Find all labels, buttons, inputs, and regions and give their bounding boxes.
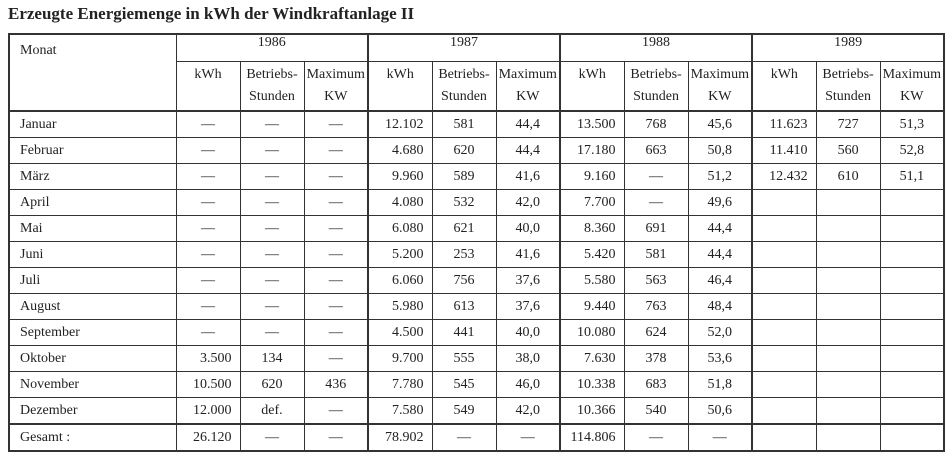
hours-cell: — [240, 424, 304, 451]
kwh-cell: — [176, 216, 240, 242]
hours-cell [816, 424, 880, 451]
table-row [9, 268, 944, 294]
kwh-cell [752, 294, 816, 320]
max-kw-cell: 44,4 [688, 242, 752, 268]
hours-cell: 621 [432, 216, 496, 242]
max-kw-cell [880, 242, 944, 268]
hours-cell [816, 268, 880, 294]
hours-cell [816, 190, 880, 216]
max-kw-cell: 50,8 [688, 138, 752, 164]
hours-cell: 532 [432, 190, 496, 216]
kwh-cell: — [176, 111, 240, 138]
hours-cell: 545 [432, 372, 496, 398]
kwh-cell: 10.338 [560, 372, 624, 398]
max-kw-header: Maximum KW [496, 62, 560, 112]
kwh-cell [752, 190, 816, 216]
hours-cell: 610 [816, 164, 880, 190]
hours-cell: 613 [432, 294, 496, 320]
kwh-cell: 5.580 [560, 268, 624, 294]
kwh-cell [752, 216, 816, 242]
table-row [9, 346, 944, 372]
hours-header: Betriebs- Stunden [816, 62, 880, 112]
hours-cell: — [240, 111, 304, 138]
max-kw-cell: 49,6 [688, 190, 752, 216]
max-kw-cell: — [304, 346, 368, 372]
kwh-cell: 5.980 [368, 294, 432, 320]
max-kw-cell: 51,3 [880, 111, 944, 138]
hours-cell [816, 242, 880, 268]
energy-table [8, 33, 945, 452]
max-kw-cell: 42,0 [496, 190, 560, 216]
month-cell: Gesamt : [9, 424, 176, 451]
max-kw-cell: 40,0 [496, 320, 560, 346]
max-kw-cell: 51,1 [880, 164, 944, 190]
hours-cell: — [240, 242, 304, 268]
hours-cell [816, 320, 880, 346]
hours-cell: 378 [624, 346, 688, 372]
kwh-cell [752, 268, 816, 294]
table-title: Erzeugte Energiemenge in kWh der Windkraftanlage II [8, 4, 415, 23]
kwh-cell: — [176, 320, 240, 346]
kwh-cell: 3.500 [176, 346, 240, 372]
max-kw-cell [880, 268, 944, 294]
hours-cell: — [624, 190, 688, 216]
hours-cell: — [240, 190, 304, 216]
kwh-cell: 78.902 [368, 424, 432, 451]
max-kw-cell: 45,6 [688, 111, 752, 138]
table-row [9, 372, 944, 398]
max-kw-cell: — [304, 138, 368, 164]
year-header: 1989 [752, 34, 944, 62]
kwh-cell: 7.630 [560, 346, 624, 372]
hours-cell: — [624, 164, 688, 190]
max-kw-cell [880, 424, 944, 451]
hours-cell: 727 [816, 111, 880, 138]
kwh-cell: 11.410 [752, 138, 816, 164]
kwh-cell: — [176, 138, 240, 164]
max-kw-cell: — [304, 398, 368, 425]
month-cell: November [9, 372, 176, 398]
max-kw-cell: — [304, 216, 368, 242]
table-row [9, 242, 944, 268]
hours-cell: — [240, 138, 304, 164]
kwh-cell: 9.440 [560, 294, 624, 320]
kwh-cell: 26.120 [176, 424, 240, 451]
month-cell: September [9, 320, 176, 346]
max-kw-cell: — [304, 164, 368, 190]
max-kw-cell: — [496, 424, 560, 451]
max-kw-cell [880, 294, 944, 320]
hours-cell [816, 216, 880, 242]
table-row [9, 216, 944, 242]
hours-cell [816, 372, 880, 398]
max-kw-cell: — [304, 320, 368, 346]
kwh-header: kWh [176, 62, 240, 112]
kwh-cell: 9.960 [368, 164, 432, 190]
max-kw-cell: 52,8 [880, 138, 944, 164]
hours-cell: 540 [624, 398, 688, 425]
max-kw-cell: 48,4 [688, 294, 752, 320]
kwh-header: kWh [752, 62, 816, 112]
max-kw-cell: — [304, 424, 368, 451]
kwh-cell: 5.200 [368, 242, 432, 268]
year-header: 1988 [560, 34, 752, 62]
table-body [9, 111, 944, 451]
kwh-cell [752, 320, 816, 346]
max-kw-cell: — [304, 111, 368, 138]
kwh-cell [752, 242, 816, 268]
hours-cell: 555 [432, 346, 496, 372]
kwh-cell [752, 398, 816, 425]
table-row [9, 398, 944, 425]
hours-cell: — [240, 320, 304, 346]
max-kw-cell: 37,6 [496, 294, 560, 320]
kwh-cell: 10.080 [560, 320, 624, 346]
hours-cell: — [432, 424, 496, 451]
hours-cell [816, 346, 880, 372]
max-kw-header: Maximum KW [304, 62, 368, 112]
kwh-cell: 7.780 [368, 372, 432, 398]
max-kw-cell: 41,6 [496, 164, 560, 190]
kwh-cell: — [176, 294, 240, 320]
month-cell: Oktober [9, 346, 176, 372]
kwh-cell: 8.360 [560, 216, 624, 242]
year-header: 1987 [368, 34, 560, 62]
hours-cell: 563 [624, 268, 688, 294]
table-row [9, 111, 944, 138]
max-kw-cell [880, 216, 944, 242]
max-kw-header: Maximum KW [688, 62, 752, 112]
max-kw-cell [880, 398, 944, 425]
hours-cell: 620 [240, 372, 304, 398]
max-kw-cell: — [304, 242, 368, 268]
hours-cell: 549 [432, 398, 496, 425]
kwh-cell: — [176, 190, 240, 216]
month-cell: Juni [9, 242, 176, 268]
hours-cell: 253 [432, 242, 496, 268]
max-kw-cell: 436 [304, 372, 368, 398]
max-kw-cell: 37,6 [496, 268, 560, 294]
max-kw-cell: 38,0 [496, 346, 560, 372]
hours-cell: 560 [816, 138, 880, 164]
max-kw-cell [880, 346, 944, 372]
hours-cell: — [624, 424, 688, 451]
month-cell: März [9, 164, 176, 190]
max-kw-cell: 51,8 [688, 372, 752, 398]
month-cell: Mai [9, 216, 176, 242]
hours-cell [816, 398, 880, 425]
kwh-cell: 4.500 [368, 320, 432, 346]
hours-cell [816, 294, 880, 320]
kwh-cell: 4.080 [368, 190, 432, 216]
kwh-cell: 11.623 [752, 111, 816, 138]
max-kw-cell: 40,0 [496, 216, 560, 242]
kwh-cell: — [176, 164, 240, 190]
month-cell: August [9, 294, 176, 320]
kwh-cell: 10.500 [176, 372, 240, 398]
kwh-cell: 12.000 [176, 398, 240, 425]
hours-cell: 756 [432, 268, 496, 294]
table-row [9, 190, 944, 216]
kwh-cell: 6.060 [368, 268, 432, 294]
table-row [9, 138, 944, 164]
max-kw-cell: — [304, 268, 368, 294]
hours-cell: — [240, 216, 304, 242]
max-kw-cell: 46,4 [688, 268, 752, 294]
max-kw-cell: 50,6 [688, 398, 752, 425]
month-cell: April [9, 190, 176, 216]
hours-cell: 663 [624, 138, 688, 164]
max-kw-cell: 44,4 [688, 216, 752, 242]
table-row [9, 164, 944, 190]
kwh-cell: 9.160 [560, 164, 624, 190]
hours-cell: 624 [624, 320, 688, 346]
hours-cell: 683 [624, 372, 688, 398]
hours-cell: 134 [240, 346, 304, 372]
kwh-cell: 17.180 [560, 138, 624, 164]
hours-cell: 768 [624, 111, 688, 138]
hours-cell: 581 [624, 242, 688, 268]
max-kw-cell: 46,0 [496, 372, 560, 398]
max-kw-cell: 53,6 [688, 346, 752, 372]
hours-header: Betriebs- Stunden [624, 62, 688, 112]
kwh-cell: 12.432 [752, 164, 816, 190]
month-header: Monat [9, 34, 176, 111]
kwh-cell: 5.420 [560, 242, 624, 268]
kwh-cell: 6.080 [368, 216, 432, 242]
kwh-cell: 10.366 [560, 398, 624, 425]
hours-cell: — [240, 164, 304, 190]
hours-cell: 691 [624, 216, 688, 242]
month-cell: Januar [9, 111, 176, 138]
hours-cell: 589 [432, 164, 496, 190]
kwh-cell: 12.102 [368, 111, 432, 138]
hours-cell: — [240, 294, 304, 320]
max-kw-cell: — [304, 190, 368, 216]
max-kw-cell: 42,0 [496, 398, 560, 425]
max-kw-cell: 51,2 [688, 164, 752, 190]
max-kw-cell: — [688, 424, 752, 451]
max-kw-cell [880, 372, 944, 398]
max-kw-cell [880, 190, 944, 216]
max-kw-cell: 44,4 [496, 138, 560, 164]
table-row [9, 294, 944, 320]
max-kw-header: Maximum KW [880, 62, 944, 112]
month-cell: Juli [9, 268, 176, 294]
hours-cell: 620 [432, 138, 496, 164]
hours-cell: — [240, 268, 304, 294]
kwh-cell: 13.500 [560, 111, 624, 138]
table-row [9, 320, 944, 346]
year-header: 1986 [176, 34, 368, 62]
kwh-header: kWh [560, 62, 624, 112]
kwh-cell: 9.700 [368, 346, 432, 372]
month-cell: Dezember [9, 398, 176, 425]
hours-header: Betriebs- Stunden [240, 62, 304, 112]
kwh-cell: 114.806 [560, 424, 624, 451]
total-row [9, 424, 944, 451]
hours-cell: 763 [624, 294, 688, 320]
kwh-cell [752, 372, 816, 398]
kwh-cell: 7.580 [368, 398, 432, 425]
max-kw-cell: — [304, 294, 368, 320]
max-kw-cell: 44,4 [496, 111, 560, 138]
hours-cell: 441 [432, 320, 496, 346]
max-kw-cell: 41,6 [496, 242, 560, 268]
hours-cell: 581 [432, 111, 496, 138]
max-kw-cell: 52,0 [688, 320, 752, 346]
kwh-cell: — [176, 268, 240, 294]
hours-header: Betriebs- Stunden [432, 62, 496, 112]
kwh-header: kWh [368, 62, 432, 112]
hours-cell: def. [240, 398, 304, 425]
month-cell: Februar [9, 138, 176, 164]
kwh-cell [752, 346, 816, 372]
max-kw-cell [880, 320, 944, 346]
kwh-cell [752, 424, 816, 451]
kwh-cell: 4.680 [368, 138, 432, 164]
kwh-cell: — [176, 242, 240, 268]
kwh-cell: 7.700 [560, 190, 624, 216]
